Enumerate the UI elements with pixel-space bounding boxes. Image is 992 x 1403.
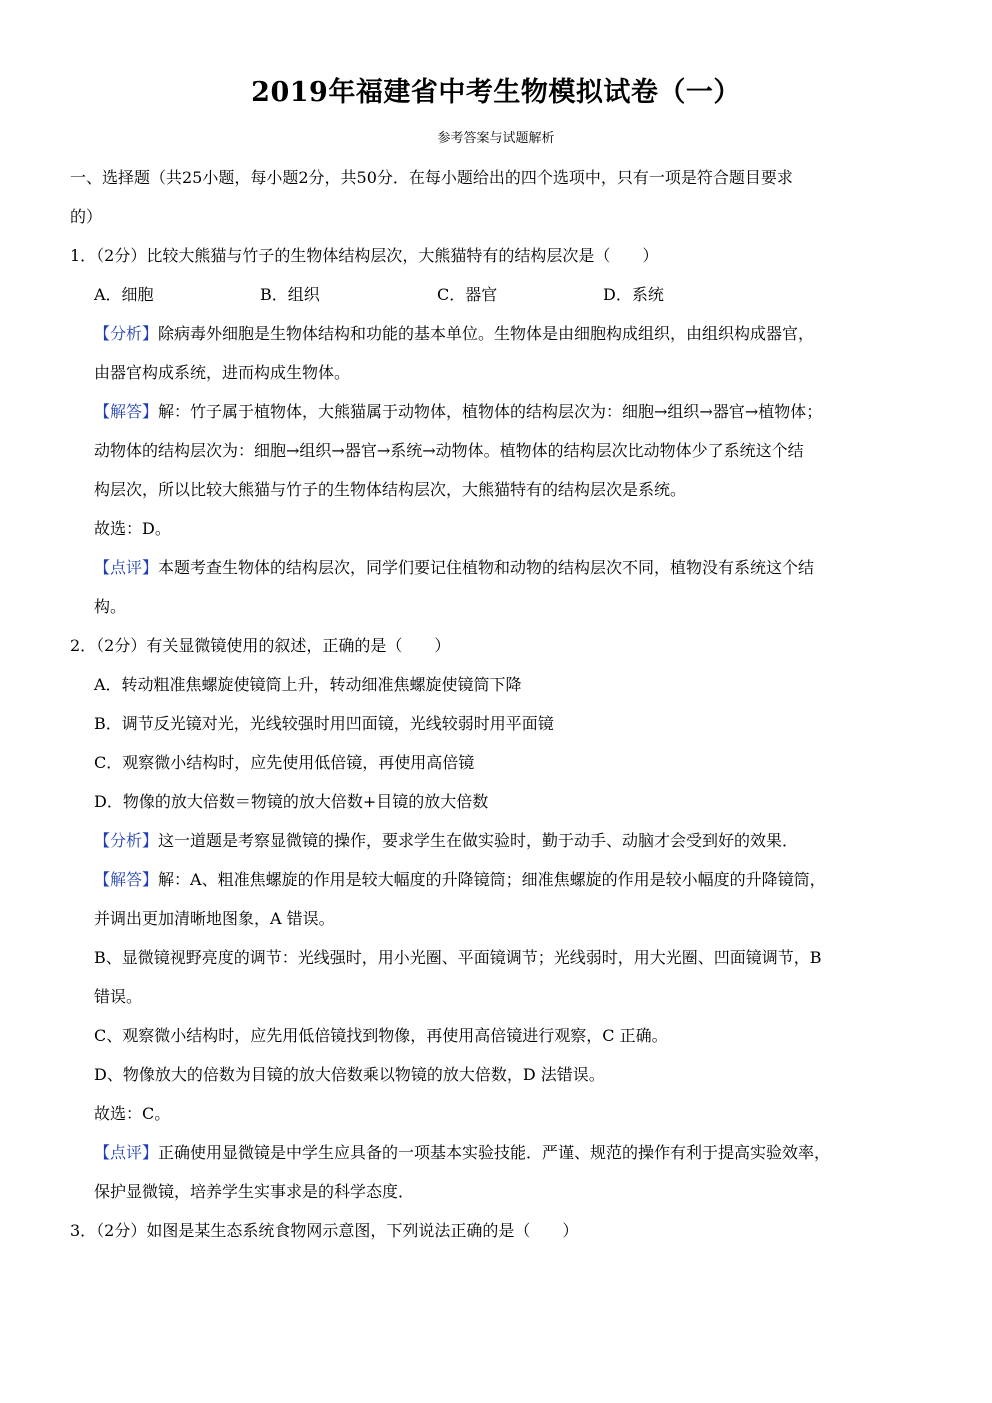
option-c: C．器官 (437, 285, 498, 304)
question-1 (70, 236, 890, 626)
answer-line: B、显微镜视野亮度的调节：光线强时，用小光圈、平面镜调节；光线弱时，用大光圈、凹面镜调节，B (94, 948, 822, 967)
question-stem: 3．（2分）如图是某生态系统食物网示意图，下列说法正确的是（ ） (70, 1221, 579, 1240)
comment-tag: 【点评】 (94, 1143, 159, 1162)
question-2 (70, 626, 890, 1211)
answer-line (70, 392, 890, 431)
answer-tag: 【解答】 (94, 402, 159, 421)
analysis-text: 这一道题是考察显微镜的操作，要求学生在做实验时，勤于动手、动脑才会受到好的效果． (158, 831, 799, 850)
question-stem: 2．（2分）有关显微镜使用的叙述，正确的是（ ） (70, 636, 451, 655)
option-d: D．物像的放大倍数＝物镜的放大倍数+目镜的放大倍数 (94, 792, 489, 811)
section-heading: 一、选择题（共25小题，每小题2分，共50分．在每小题给出的四个选项中，只有一项是符合题目要求 (70, 168, 793, 187)
comment-line (70, 1133, 890, 1172)
option-d: D．系统 (603, 285, 664, 304)
comment-line: 构。 (94, 597, 127, 616)
analysis-line (70, 821, 890, 860)
analysis-tag: 【分析】 (94, 831, 159, 850)
option-b: B．组织 (260, 285, 320, 304)
option-a: A．转动粗准焦螺旋使镜筒上升，转动细准焦螺旋使镜筒下降 (94, 675, 522, 694)
comment-line: 保护显微镜，培养学生实事求是的科学态度． (94, 1182, 415, 1201)
question-options (70, 275, 890, 314)
answer-line: 错误。 (94, 987, 143, 1006)
answer-choice: 故选：C。 (94, 1104, 171, 1123)
page-subtitle: 参考答案与试题解析 (437, 131, 555, 146)
option-a: A．细胞 (94, 285, 154, 304)
analysis-text: 除病毒外细胞是生物体结构和功能的基本单位。生物体是由细胞构成组织，由组织构成器官， (158, 324, 815, 343)
comment-line (70, 548, 890, 587)
answer-tag: 【解答】 (94, 870, 159, 889)
answer-line: C、观察微小结构时，应先用低倍镜找到物像，再使用高倍镜进行观察，C 正确。 (94, 1026, 668, 1045)
question-stem: 1．（2分）比较大熊猫与竹子的生物体结构层次，大熊猫特有的结构层次是（ ） (70, 246, 659, 265)
option-c: C．观察微小结构时，应先使用低倍镜，再使用高倍镜 (94, 753, 475, 772)
answer-text: 解：竹子属于植物体，大熊猫属于动物体，植物体的结构层次为：细胞→组织→器官→植物体； (158, 402, 823, 421)
document-body (70, 158, 890, 1250)
answer-line: D、物像放大的倍数为目镜的放大倍数乘以物镜的放大倍数，D 法错误。 (94, 1065, 605, 1084)
analysis-line (70, 314, 890, 353)
analysis-line: 由器官构成系统，进而构成生物体。 (94, 363, 351, 382)
answer-choice: 故选：D。 (94, 519, 171, 538)
comment-text: 本题考查生物体的结构层次，同学们要记住植物和动物的结构层次不同，植物没有系统这个结 (158, 558, 815, 577)
option-b: B．调节反光镜对光，光线较强时用凹面镜，光线较弱时用平面镜 (94, 714, 554, 733)
answer-line (70, 860, 890, 899)
comment-text: 正确使用显微镜是中学生应具备的一项基本实验技能．严谨、规范的操作有利于提高实验效率， (158, 1143, 831, 1162)
analysis-tag: 【分析】 (94, 324, 159, 343)
answer-line: 动物体的结构层次为：细胞→组织→器官→系统→动物体。植物体的结构层次比动物体少了系统这个结 (94, 441, 804, 460)
section-heading-cont: 的） (70, 207, 103, 226)
answer-line: 并调出更加清晰地图象，A 错误。 (94, 909, 335, 928)
answer-line: 构层次，所以比较大熊猫与竹子的生物体结构层次，大熊猫特有的结构层次是系统。 (94, 480, 687, 499)
comment-tag: 【点评】 (94, 558, 159, 577)
page-title: 2019年福建省中考生物模拟试卷（一） (251, 77, 741, 108)
answer-text: 解：A、粗准焦螺旋的作用是较大幅度的升降镜筒；细准焦螺旋的作用是较小幅度的升降镜筒， (158, 870, 826, 889)
question-3 (70, 1211, 890, 1250)
